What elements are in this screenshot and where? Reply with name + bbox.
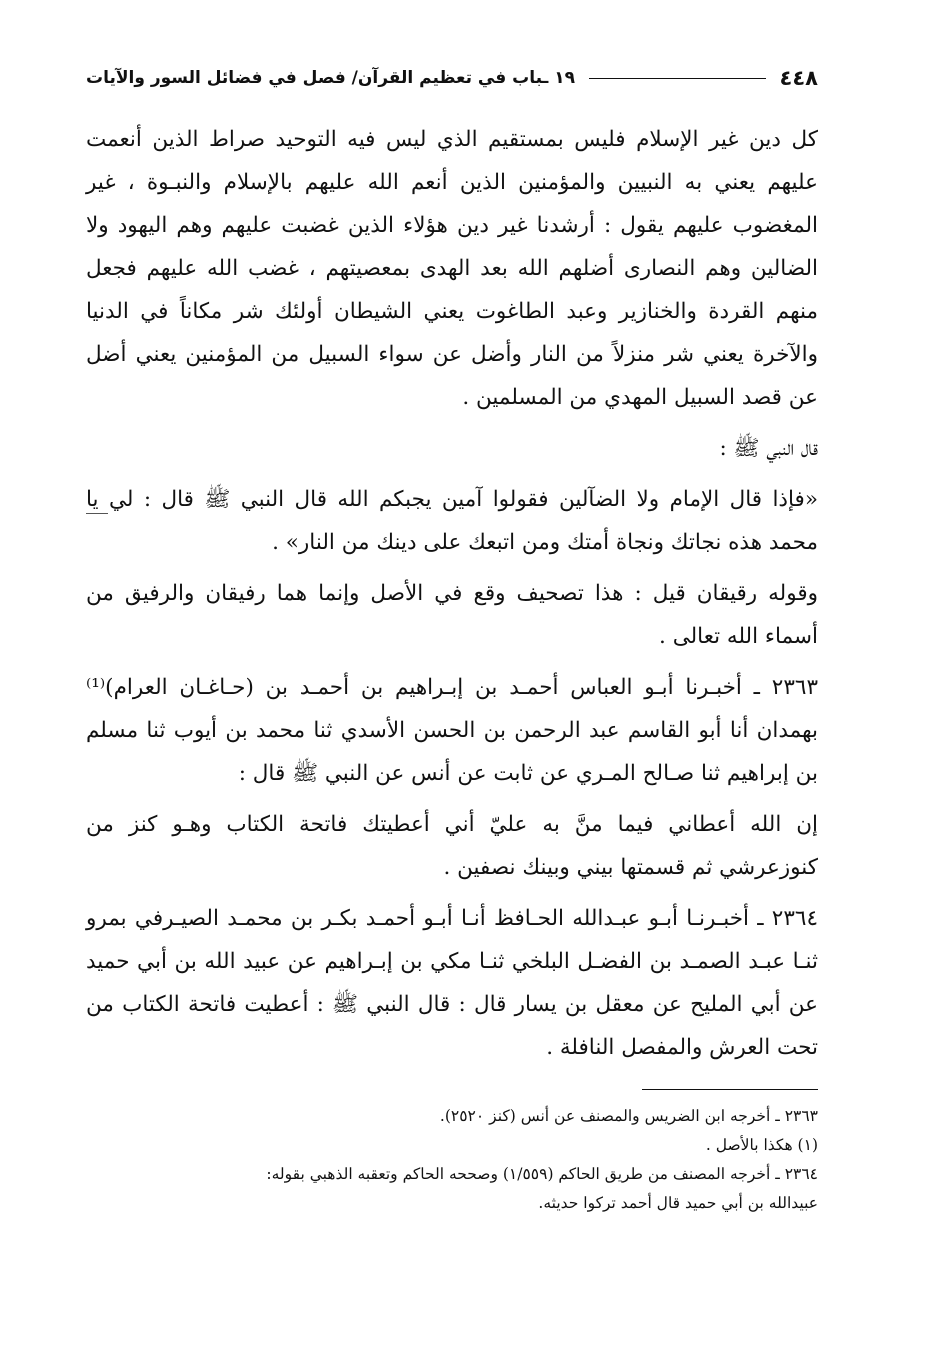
paragraph-prophet-said: قال النبي ﷺ : [719,436,818,461]
main-text [86,118,818,1069]
paragraph-raqiqan-note: وقوله رقيقان قيل : هذا تصحيف وقع في الأصل وإنما هما رفيقان والرفيق من أسماء الله تعالى . [86,581,818,649]
paragraph-hadith-amin: «فإذا قال الإمام ولا الضآلين فقولوا آمين يجبكم الله قال النبي ﷺ قال : لي يا محمد هذه نجاتك ونجاة أمتك ومن اتبعك على دينك من النار» . [86,487,818,555]
page-number: ٤٤٨ [779,66,818,90]
footnote-2364: ٢٣٦٤ ـ أخرجه المصنف من طريق الحاكم (١/٥٥٩) وصححه الحاكم وتعقبه الذهبي بقوله: [266,1165,818,1183]
running-title: ١٩ ـباب في تعظيم القرآن/ فصل في فضائل السور والآيات [86,68,576,88]
running-header [86,58,818,98]
book-page [86,58,818,1218]
header-rule [589,78,766,79]
footnote-2364-cont: عبيدالله بن أبي حميد قال أحمد تركوا حديثه. [538,1194,818,1212]
footnotes [86,1102,818,1218]
footnote-2363: ٢٣٦٣ ـ أخرجه ابن الضريس والمصنف عن أنس (كنز ٢٥٢٠). [439,1107,818,1125]
paragraph-hadith-2363: ٢٣٦٣ ـ أخبـرنا أبـو العباس أحمـد بن إبـراهيم بن أحمـد بن (حـاغـان العرام)⁽¹⁾ بهمدان أنا أبو القاسم عبد الرحمن بن الحسن الأسدي ثنا محمد بن أيوب ثنا مسلم بن إبراهيم ثنا صـالح المـري عن ثابت عن أنس عن النبي ﷺ قال : [86,675,818,786]
paragraph-commentary: كل دين غير الإسلام فليس بمستقيم الذي ليس فيه التوحيد صراط الذين أنعمت عليهم يعني به النبيين والمؤمنين الذين أنعم الله عليهم بالإسلام والنبـوة ، غير المغضوب عليهم يقول : أرشدنا غير دين هؤلاء الذين غضبت عليهم وهم اليهود ولا الضالين وهم النصارى أضلهم الله بعد الهدى بمعصيتهم ، غضب الله عليهم فجعل منهم القردة والخنازير وعبد الطاغوت يعني الشيطان أولئك شر مكاناً في الدنيا والآخرة يعني شر منزلاً من النار وأضل عن سواء السبيل من المؤمنين يعني أضل عن قصد السبيل المهدي من المسلمين . [86,127,818,410]
footnote-rule [642,1089,818,1090]
paragraph-hadith-2364: ٢٣٦٤ ـ أخبـرنـا أبـو عبـدالله الحـافظ أنـا أبـو أحمـد بكـر بن محمـد الصيـرفي بمرو ثنـا عبـد الصمـد بن الفضـل البلخي ثنـا مكي بن إبـراهيم عن عبيد الله بن أبي حميد عن أبي المليح عن معقل بن يسار قال : قال النبي ﷺ : أعطيت فاتحة الكتاب من تحت العرش والمفصل النافلة . [86,906,818,1060]
margin-mark [86,513,108,514]
footnote-1: (١) هكذا بالأصل . [705,1136,818,1154]
paragraph-hadith-2363-text: إن الله أعطاني فيما منَّ به عليّ أني أعطيتك فاتحة الكتاب وهـو كنز من كنوزعرشي ثم قسمتها بيني وبينك نصفين . [86,812,818,880]
